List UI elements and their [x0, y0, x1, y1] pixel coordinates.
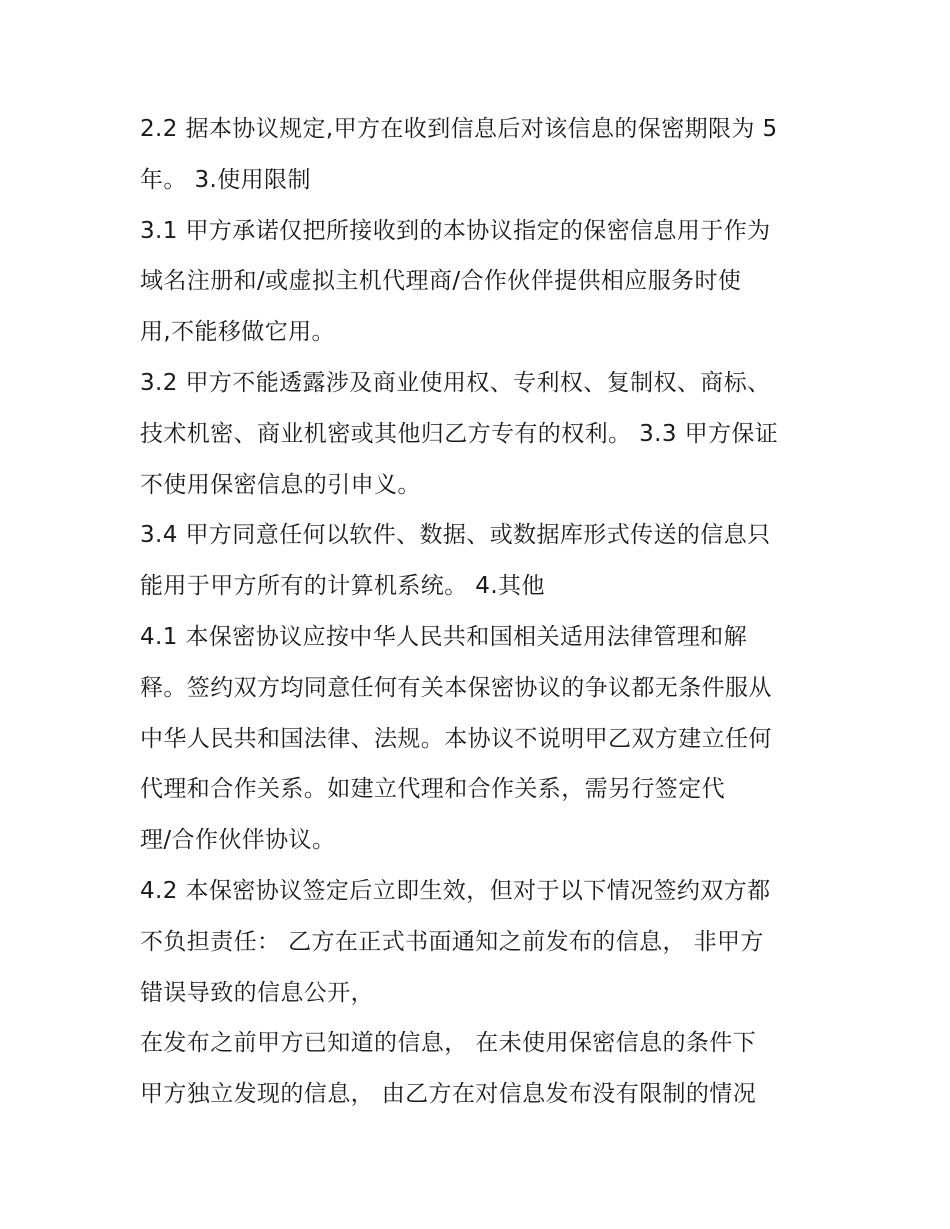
- text-line: 理/合作伙伴协议。: [140, 827, 336, 854]
- text-line: 甲方独立发现的信息， 由乙方在对信息发布没有限制的情况: [140, 1081, 757, 1108]
- text-line: 释。签约双方均同意任何有关本保密协议的争议都无条件服从: [140, 674, 772, 701]
- text-line: 4.1 本保密协议应按中华人民共和国相关适用法律管理和解: [140, 623, 748, 650]
- text-line: 3.2 甲方不能透露涉及商业使用权、专利权、复制权、商标、: [140, 369, 771, 396]
- text-line: 域名注册和/或虚拟主机代理商/合作伙伴提供相应服务时使: [140, 268, 742, 295]
- text-line: 3.1 甲方承诺仅把所接收到的本协议指定的保密信息用于作为: [140, 217, 771, 244]
- text-line: 不使用保密信息的引申义。: [140, 471, 421, 498]
- text-line: 技术机密、商业机密或其他归乙方专有的权利。 3.3 甲方保证: [140, 420, 779, 447]
- agreement-text: [140, 104, 820, 1120]
- text-line: 年。 3.使用限制: [140, 166, 311, 193]
- text-line: 中华人民共和国法律、法规。本协议不说明甲乙双方建立任何: [140, 725, 772, 752]
- text-line: 错误导致的信息公开，: [140, 979, 374, 1006]
- text-line: 代理和合作关系。如建立代理和合作关系，需另行签定代: [140, 776, 725, 803]
- text-line: 能用于甲方所有的计算机系统。 4.其他: [140, 573, 545, 600]
- text-line: 用,不能移做它用。: [140, 319, 335, 346]
- text-line: 2.2 据本协议规定,甲方在收到信息后对该信息的保密期限为 5: [140, 116, 778, 142]
- text-line: 3.4 甲方同意任何以软件、数据、或数据库形式传送的信息只: [140, 522, 771, 549]
- text-line: 不负担责任： 乙方在正式书面通知之前发布的信息， 非甲方: [140, 928, 764, 955]
- text-line: 4.2 本保密协议签定后立即生效，但对于以下情况签约双方都: [140, 877, 771, 904]
- text-line: 在发布之前甲方已知道的信息， 在未使用保密信息的条件下: [140, 1030, 757, 1057]
